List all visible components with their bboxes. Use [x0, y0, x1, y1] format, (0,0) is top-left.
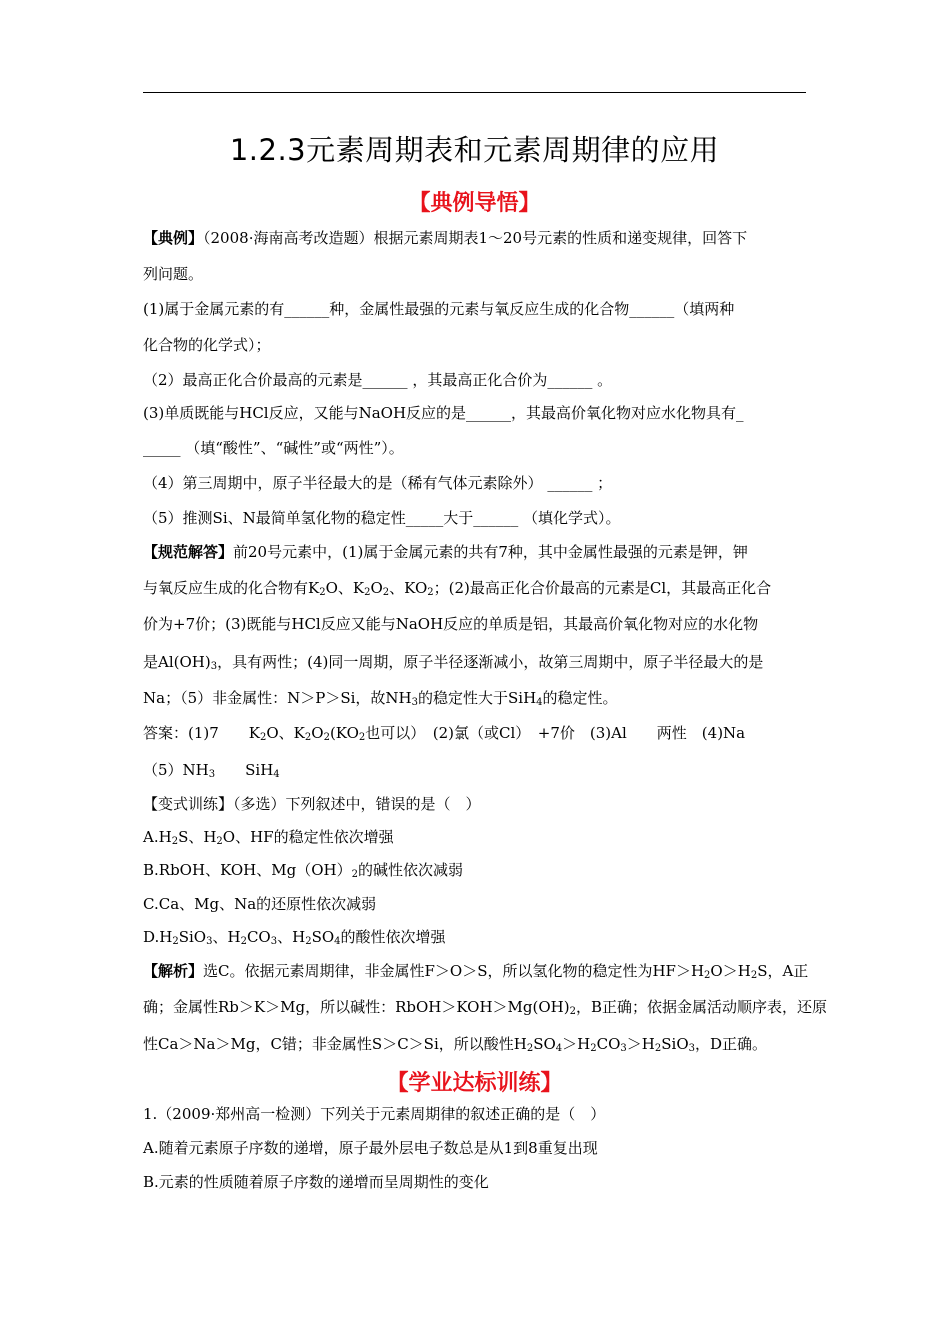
solution-line-5: Na；（5）非金属性：N＞P＞Si，故$NH_3$的稳定性大于SiH$_4$的稳定性。	[143, 689, 618, 708]
variant-option-b: B.RbOH、KOH、$Mg(OH)_2$的碱性依次减弱	[143, 861, 463, 880]
example-intro: 【典例】（2008·海南高考改造题）根据元素周期表1～20号元素的性质和递变规律，回答下	[143, 229, 748, 247]
page-title: 1.2.3元素周期表和元素周期律的应用	[229, 133, 720, 167]
example-intro-cont: 列问题。	[143, 265, 204, 283]
analysis-tag: 【解析】	[143, 962, 204, 980]
question-1-cont: 化合物的化学式）；	[143, 336, 271, 354]
analysis-line-3: 性Ca＞Na＞Mg，C错；非金属性S＞C＞Si，所以酸性$H_2SO_4>H_2CO_3>H_2SiO_3$，D正确。	[143, 1035, 768, 1054]
solution-line-2: 与氧反应生成的化合物有$K_2O$、$K_2O_2$、$KO_2$；(2)最高正化合价最高的元素是Cl，其最高正化合	[143, 579, 772, 598]
analysis-line-2: 确；金属性Rb＞K＞Mg，所以碱性：$RbOH>KOH>Mg(OH)_2$，B正确；依据金属活动顺序表，还原	[143, 998, 827, 1017]
solution-line-3: 价为+7价；(3)既能与HCl反应又能与NaOH反应的单质是铝，其最高价氧化物对应的水化物	[143, 615, 759, 633]
question-4: （4）第三周期中，原子半径最大的是（稀有气体元素除外） ______ ；	[143, 474, 613, 492]
answer-line-1: 答案：(1)7 $K_2O$、$K_2O_2(KO_2$也可以） (2)氯（或Cl） +7价 (3)Al 两性 (4)Na	[143, 724, 746, 743]
practice-option-a: A.随着元素原子序数的递增，原子最外层电子数总是从1到8重复出现	[143, 1139, 598, 1157]
variant-option-a: $A.H_2S$、$H_2O$、HF的稳定性依次增强	[143, 828, 394, 847]
question-5: （5）推测Si、N最简单氢化物的稳定性_____大于______ （填化学式）。	[143, 509, 621, 527]
practice-question-1: 1.（2009·郑州高一检测）下列关于元素周期律的叙述正确的是（ ）	[143, 1105, 606, 1123]
answer-line-2: $(5)NH_3$ SiH$_4$	[143, 761, 280, 780]
solution-line-1: 【规范解答】前20号元素中，(1)属于金属元素的共有7种，其中金属性最强的元素是钾，钾	[143, 543, 748, 561]
question-3: (3)单质既能与HCl反应，又能与NaOH反应的是______，其最高价氧化物对应水化物具有_	[143, 404, 744, 422]
variant-question: 【变式训练】（多选）下列叙述中，错误的是（ ）	[143, 795, 481, 813]
question-1: (1)属于金属元素的有______种，金属性最强的元素与氧反应生成的化合物______（填两种	[143, 300, 735, 318]
example-tag: 【典例】	[143, 229, 204, 247]
solution-tag: 【规范解答】	[143, 543, 234, 561]
section-heading-practice: 【学业达标训练】	[386, 1071, 563, 1096]
solution-line-4: 是$Al(OH)_3$，具有两性；(4)同一周期，原子半径逐渐减小，故第三周期中，原子半径最大的是	[143, 653, 764, 672]
practice-option-b: B.元素的性质随着原子序数的递增而呈周期性的变化	[143, 1173, 489, 1191]
header-rule	[143, 92, 806, 93]
analysis-line-1: 【解析】选C。依据元素周期律，非金属性F＞O＞S，所以氢化物的稳定性为$HF>H_2O>H_2S$，A正	[143, 962, 809, 981]
question-2: （2）最高正化合价最高的元素是______ ，其最高正化合价为______ 。	[143, 371, 613, 389]
variant-option-d: $D.H_2SiO_3$、$H_2CO_3$、$H_2SO_4$的酸性依次增强	[143, 928, 446, 947]
variant-option-c: C.Ca、Mg、Na的还原性依次减弱	[143, 895, 377, 913]
section-heading-examples: 【典例导悟】	[408, 191, 541, 216]
question-3-cont: _____ （填“酸性”、“碱性”或“两性”）。	[143, 439, 404, 457]
